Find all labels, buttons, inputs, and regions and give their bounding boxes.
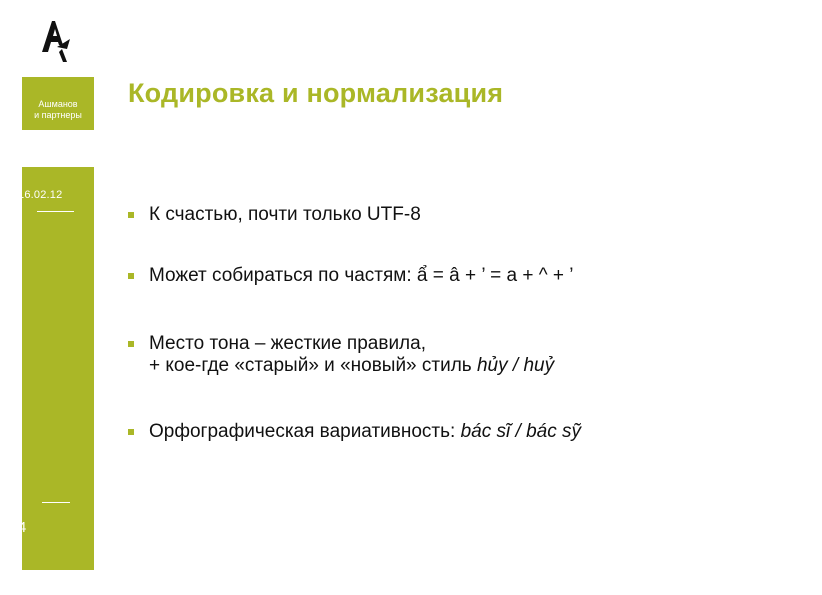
bullet-text-line-1: Место тона – жесткие правила, xyxy=(149,333,426,354)
orthographic-variant-example: bác sĩ / bác sỹ xyxy=(460,421,581,442)
ashmanov-logo-icon xyxy=(38,18,74,64)
square-bullet-icon xyxy=(128,341,134,347)
bullet-text: К счастью, почти только UTF-8 xyxy=(149,204,421,225)
square-bullet-icon xyxy=(128,273,134,279)
sidebar-company-panel xyxy=(22,77,94,130)
bullet-text: Может собираться по частям: ẩ = â + ’ = a + ^ + ’ xyxy=(149,265,574,286)
bullet-text-style-description: + кое-где «старый» и «новый» стиль xyxy=(149,355,472,376)
page-number: 4 xyxy=(18,519,27,536)
bullet-text xyxy=(149,421,581,443)
company-name xyxy=(22,99,94,121)
square-bullet-icon xyxy=(128,212,134,218)
company-name-line-1: Ашманов xyxy=(38,99,78,109)
bullet-text-label: Орфографическая вариативность: xyxy=(149,421,456,442)
date-divider xyxy=(37,211,74,212)
sidebar-meta-panel xyxy=(18,167,94,570)
page-number-divider xyxy=(42,502,70,503)
slide-date: 16.02.12 xyxy=(18,189,63,201)
bullet-text xyxy=(149,333,554,377)
bullet-text-line-2 xyxy=(149,355,554,377)
company-name-line-2: и партнеры xyxy=(34,110,82,120)
tone-placement-example: hủy / huỷ xyxy=(476,355,555,376)
square-bullet-icon xyxy=(128,429,134,435)
slide-title: Кодировка и нормализация xyxy=(128,78,504,108)
